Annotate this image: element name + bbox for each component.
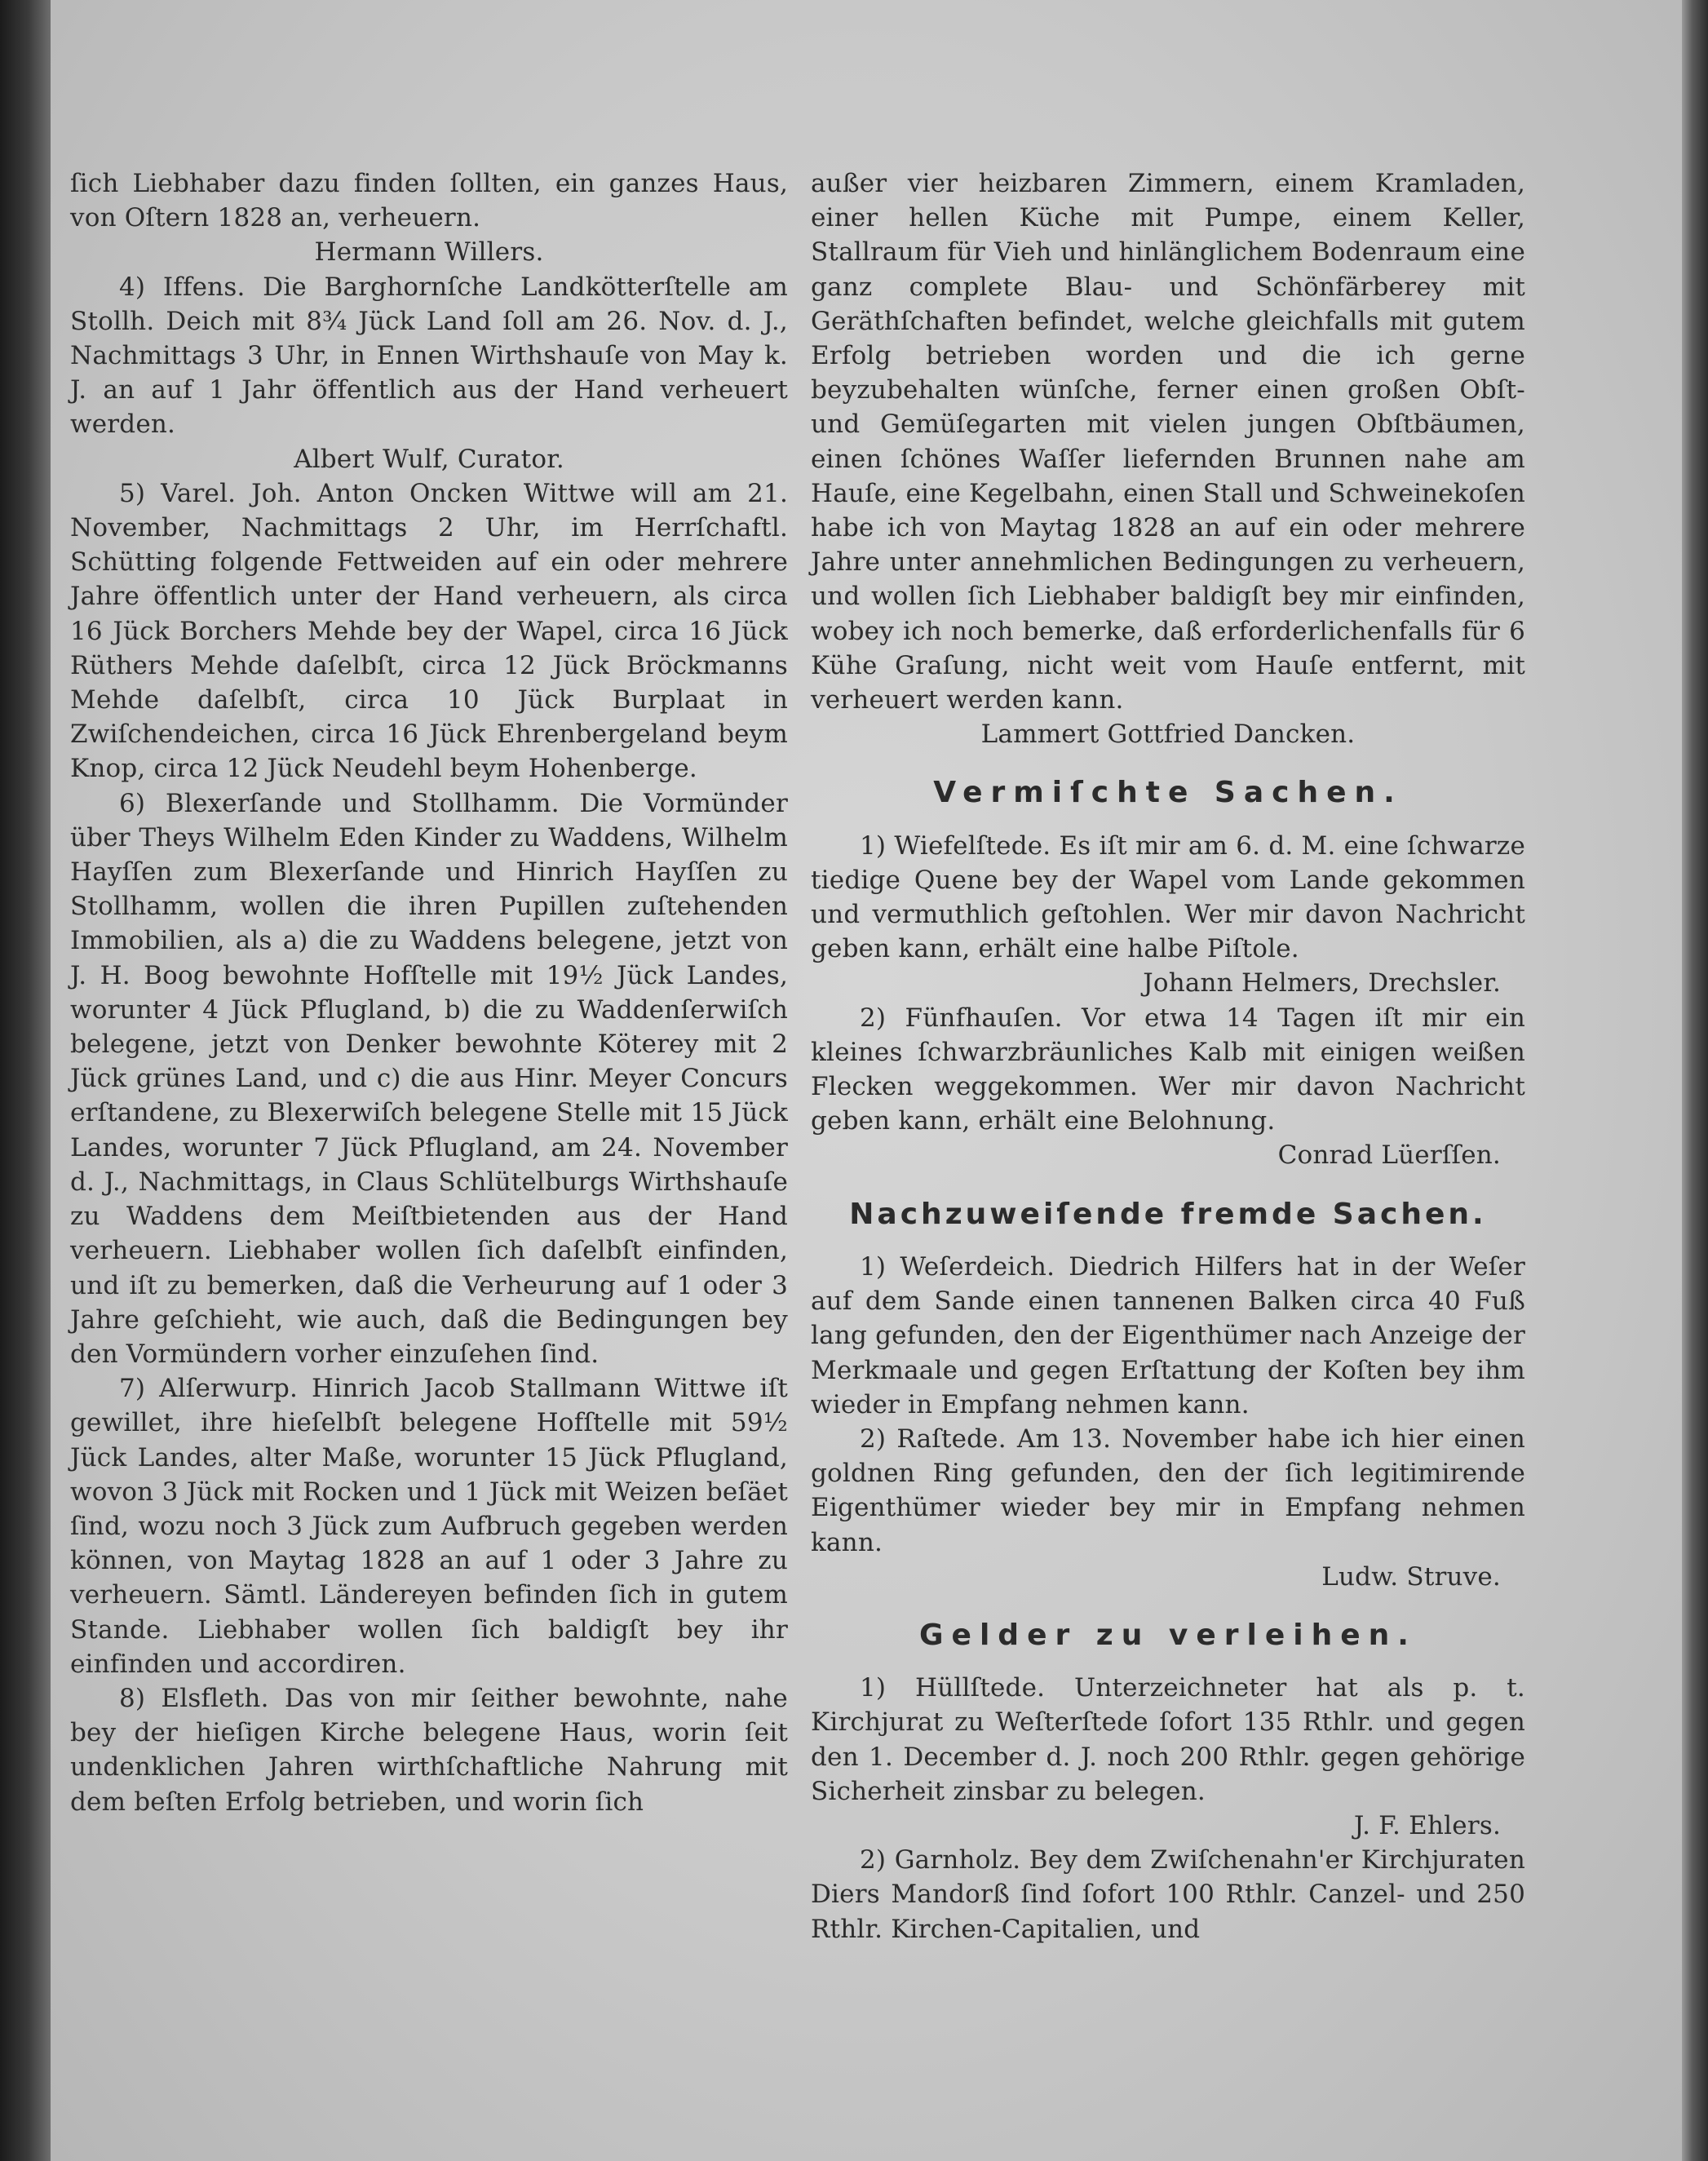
signature: J. F. Ehlers. — [1353, 1810, 1501, 1840]
item-text: Am 13. November habe ich hier einen goldnen Ring gefunden, den der ſich legitimirende Eigenthümer wieder bey mir in Empfang nehmen kann. — [811, 1424, 1526, 1557]
notice-item-4 — [70, 270, 788, 442]
signature: Albert Wulf, Curator. — [294, 444, 564, 474]
item-heading: 1) Weſerdeich. — [860, 1251, 1055, 1282]
signature: Hermann Willers. — [314, 237, 544, 268]
section-heading-gelder-zu-verleihen: Gelder zu verleihen. — [919, 1618, 1417, 1652]
notice-item-8 — [70, 1681, 788, 1819]
item-heading: 2) Raſtede. — [860, 1424, 1007, 1454]
section1-item-2 — [811, 1001, 1525, 1139]
left-column — [70, 166, 788, 1819]
section-heading-nachzuweisende-sachen: Nachzuweiſende fremde Sachen. — [849, 1197, 1487, 1231]
page-edge — [1682, 0, 1708, 2161]
item-heading: 5) Varel. — [119, 478, 237, 508]
item-heading: 6) Blexerſande und Stollhamm. — [119, 788, 560, 818]
item-heading: 1) Hüllſtede. — [860, 1673, 1046, 1703]
item-text: Joh. Anton Oncken Wittwe will am 21. November, Nachmittags 2 Uhr, im Herrſchaftl. Schütting folgende Fettweiden auf ein oder mehrere Jahre öffentlich unter der Hand verheuern, als circa 16 Jück Borchers Mehde bey der Wapel, circa 16 Jück Rüthers Mehde daſelbſt, circa 12 Jück Bröckmanns Mehde daſelbſt, circa 10 Jück Burplaat in Zwiſchendeichen, circa 16 Jück Ehrenbergeland beym Knop, circa 12 Jück Neudehl beym Hohenberge. — [70, 478, 788, 784]
item-text: Die Vormünder über Theys Wilhelm Eden Kinder zu Waddens, Wilhelm Hayſſen zum Blexerſande und Hinrich Hayſſen zu Stollhamm, wollen die ihren Pupillen zuſtehenden Immobilien, als a) die zu Waddens belegene, jetzt von J. H. Boog bewohnte Hofſtelle mit 19½ Jück Landes, worunter 4 Jück Pflugland, b) die zu Waddenſerwiſch belegene, jetzt von Denker bewohnte Köterey mit 2 Jück grünes Land, und c) die aus Hinr. Meyer Concurs erſtandene, zu Blexerwiſch belegene Stelle mit 15 Jück Landes, worunter 7 Jück Pflugland, am 24. November d. J., Nachmittags, in Claus Schlütelburgs Wirthshauſe zu Waddens dem Meiſtbietenden aus der Hand verheuern. Liebhaber wollen ſich daſelbſt einfinden, und iſt zu bemerken, daß die Verheurung auf 1 oder 3 Jahre geſchieht, wie auch, daß die Bedingungen bey den Vormündern vorher einzuſehen ſind. — [70, 788, 788, 1369]
continued-notice: ſich Liebhaber dazu finden ſollten, ein ganzes Haus, von Oſtern 1828 an, verheuern. — [70, 169, 788, 233]
signature: Johann Helmers, Drechsler. — [1143, 968, 1501, 999]
item-heading: 4) Iffens. — [119, 272, 246, 302]
item-text: Vor etwa 14 Tagen iſt mir ein kleines ſchwarzbräunliches Kalb mit einigen weißen Flecken weggekommen. Wer mir davon Nachricht geben kann, erhält eine Belohnung. — [811, 1003, 1525, 1136]
item-text: Unterzeichneter hat als p. t. Kirchjurat zu Weſterſtede ſofort 135 Rthlr. und gegen den 1. December d. J. noch 200 Rthlr. gegen gehörige Sicherheit zinsbar zu belegen. — [811, 1673, 1525, 1806]
item-text: Die Barghornſche Landkötterſtelle am Stollh. Deich mit 8¾ Jück Land ſoll am 26. Nov. d. J., Nachmittags 3 Uhr, in Ennen Wirthshauſe von May k. J. an auf 1 Jahr öffentlich aus der Hand verheuert werden. — [70, 272, 788, 440]
item-text: Das von mir ſeither bewohnte, nahe bey der hieſigen Kirche belegene Haus, worin ſeit undenklichen Jahren wirthſchaftliche Nahrung mit dem beſten Erfolg betrieben, und worin ſich — [70, 1683, 788, 1817]
item-text: Es iſt mir am 6. d. M. eine ſchwarze tiedige Quene bey der Wapel vom Lande gekommen und vermuthlich geſtohlen. Wer mir davon Nachricht geben kann, erhält eine halbe Piſtole. — [811, 830, 1525, 964]
right-column — [811, 166, 1525, 1946]
item-heading: 7) Alſerwurp. — [119, 1374, 299, 1404]
signature: Ludw. Struve. — [1321, 1561, 1501, 1592]
notice-item-7 — [70, 1371, 788, 1681]
item-text: Diedrich Hilfers hat in der Weſer auf dem Sande einen tannenen Balken circa 40 Fuß lang gefunden, den der Eigenthümer nach Anzeige der Merkmaale und gegen Erſtattung der Koſten bey ihm wieder in Empfang nehmen kann. — [811, 1251, 1525, 1419]
signature: Conrad Lüerſſen. — [1277, 1140, 1501, 1171]
section2-item-2 — [811, 1422, 1525, 1560]
item-heading: 1) Wiefelſtede. — [860, 830, 1051, 861]
section-heading-vermischte-sachen: Vermiſchte Sachen. — [933, 776, 1403, 810]
item-text: Hinrich Jacob Stallmann Wittwe iſt gewillet, ihre hieſelbſt belegene Hofſtelle mit 59½ Jück Landes, alter Maße, worunter 15 Jück Pflugland, wovon 3 Jück mit Rocken und 1 Jück mit Weizen beſäet ſind, wozu noch 3 Jück zum Aufbruch gegeben werden können, von Maytag 1828 an auf 1 oder 3 Jahre zu verheuern. Sämtl. Ländereyen befinden ſich in gutem Stande. Liebhaber wollen ſich baldigſt bey ihr einfinden und accordiren. — [70, 1374, 788, 1679]
signature: Lammert Gottfried Dancken. — [980, 720, 1356, 750]
item-text: Bey dem Zwiſchenahn'er Kirchjuraten Diers Mandorß ſind ſofort 100 Rthlr. Canzel- und 250 Rthlr. Kirchen-Capitalien, und — [811, 1845, 1525, 1944]
continued-notice: außer vier heizbaren Zimmern, einem Kramladen, einer hellen Küche mit Pumpe, einem Keller, Stallraum für Vieh und hinlänglichem Bodenraum eine ganz complete Blau- und Schönfärberey mit Geräthſchaften befindet, welche gleichfalls mit gutem Erfolg betrieben worden und die ich gerne beyzubehalten wünſche, ferner einen großen Obſt- und Gemüſegarten mit vielen jungen Obſtbäumen, einen ſchönes Waſſer liefernden Brunnen nahe am Hauſe, eine Kegelbahn, einen Stall und Schweinekoſen habe ich von Maytag 1828 an auf ein oder mehrere Jahre unter annehmlichen Bedingungen zu verheuern, und wollen ſich Liebhaber baldigſt bey mir einfinden, wobey ich noch bemerke, daß erforderlichenfalls für 6 Kühe Graſung, nicht weit vom Hauſe entfernt, mit verheuert werden kann. — [811, 169, 1525, 715]
item-heading: 2) Fünfhauſen. — [860, 1003, 1063, 1033]
section2-item-1 — [811, 1250, 1525, 1422]
item-heading: 2) Garnholz. — [860, 1845, 1021, 1875]
section3-item-1 — [811, 1671, 1525, 1809]
notice-item-6 — [70, 786, 788, 1371]
item-heading: 8) Elsfleth. — [119, 1683, 269, 1713]
section1-item-1 — [811, 829, 1525, 967]
section3-item-2 — [811, 1843, 1525, 1946]
notice-item-5 — [70, 476, 788, 786]
book-binding — [0, 0, 51, 2161]
